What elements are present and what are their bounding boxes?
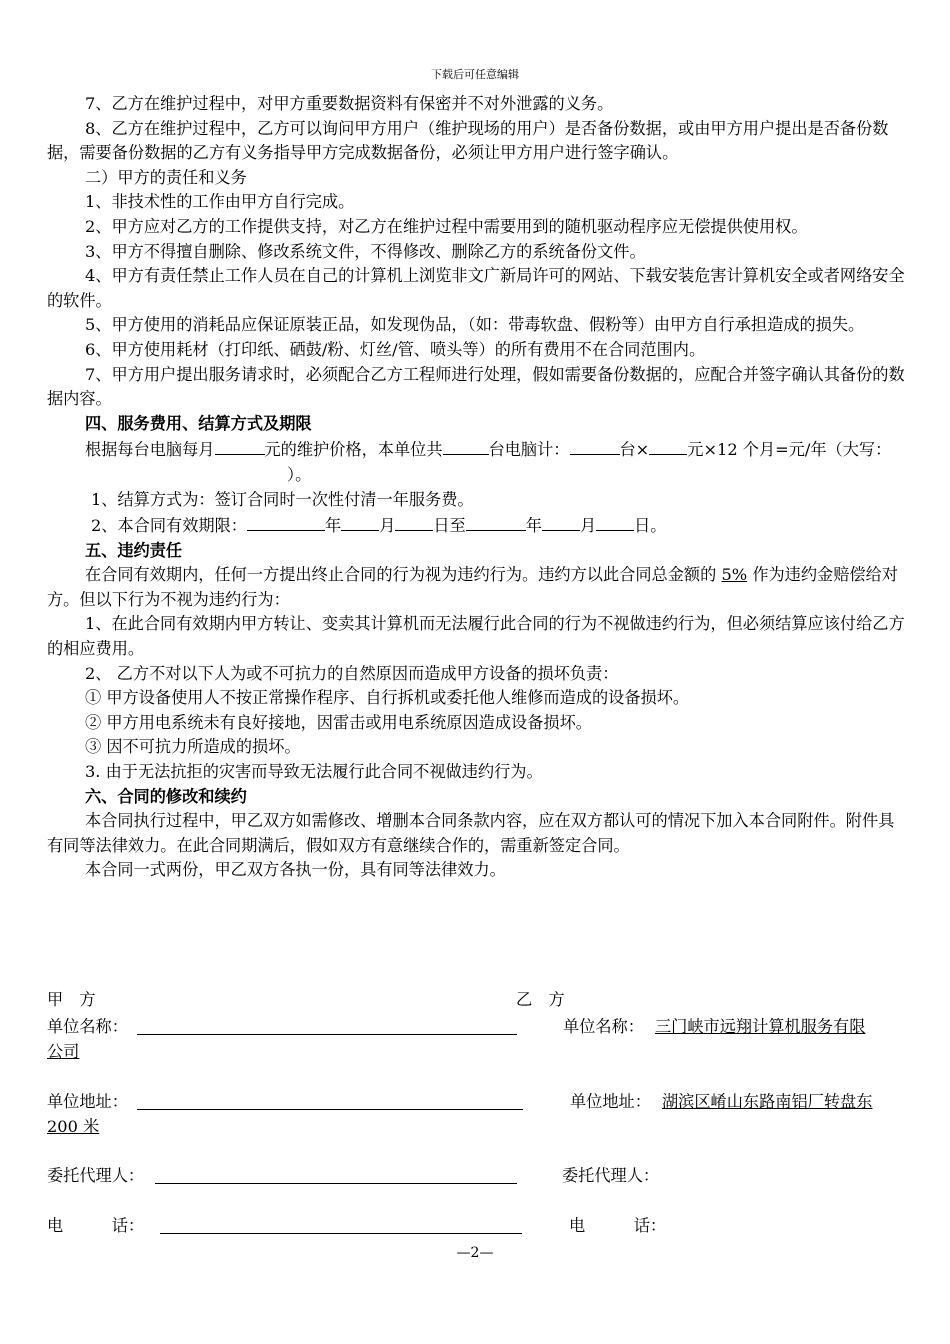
- party-a-address-line[interactable]: [137, 1108, 523, 1110]
- party-b-phone-label: 电 话：: [569, 1216, 667, 1235]
- party-a-address-label: 单位地址：: [47, 1092, 128, 1111]
- party-b-unit-name: 三门峡市远翔计算机服务有限: [655, 1017, 866, 1036]
- fee-clause: 根据每台电脑每月 元的维护价格，本单位共 台电脑计： 台× 元×12 个月=元/年（大写：）。: [47, 436, 907, 487]
- clause-a4: 4、甲方有责任禁止工作人员在自己的计算机上浏览非文广新局许可的网站、下载安装危害计算机安全或者网络安全的软件。: [47, 266, 905, 310]
- breach-exception-2: 2、 乙方不对以下人为或不可抗力的自然原因而造成甲方设备的损坏负责：: [85, 663, 619, 683]
- exception-item-3: ③ 因不可抗力所造成的损坏。: [85, 737, 301, 757]
- exception-item-1: ① 甲方设备使用人不按正常操作程序、自行拆机或委托他人维修而造成的设备损坏。: [85, 688, 690, 708]
- start-month-blank[interactable]: [341, 512, 379, 531]
- fee-monthly-blank[interactable]: [215, 436, 265, 455]
- clause-a3: 3、甲方不得擅自删除、修改系统文件，不得修改、删除乙方的系统备份文件。: [85, 241, 646, 261]
- validity-period: 2、本合同有效期限： 年 月 日至 年 月 日。: [47, 512, 907, 539]
- party-a-agent-line[interactable]: [155, 1182, 517, 1184]
- page-header: 下载后可任意编辑: [431, 68, 519, 81]
- clause-b7: 7、乙方在维护过程中，对甲方重要数据资料有保密并不对外泄露的义务。: [85, 94, 614, 113]
- breach-clause: 在合同有效期内，任何一方提出终止合同的行为视为违约行为。违约方以此合同总金额的 5% 作为违约金赔偿给对方。但以下行为不视为违约行为：: [47, 565, 898, 609]
- clause-a7: 7、甲方用户提出服务请求时，必须配合乙方工程师进行处理，假如需要备份数据的，应配合并签字确认其备份的数据内容。: [47, 364, 905, 409]
- breach-exception-1: 1、在此合同有效期内甲方转让、变卖其计算机而无法履行此合同的行为不视做违约行为，但必须结算应该付给乙方的相应费用。: [47, 614, 905, 659]
- amendment-clause: 本合同执行过程中，甲乙双方如需修改、增删本合同条款内容，应在双方都认可的情况下加入本合同附件。附件具有同等法律效力。在此合同期满后，假如双方有意继续合作的，需重新签定合同。: [47, 811, 895, 855]
- end-year-blank[interactable]: [466, 512, 526, 531]
- exception-item-2: ② 甲方用电系统未有良好接地，因雷击或用电系统原因造成设备损坏。: [85, 712, 592, 732]
- party-b-address-label: 单位地址：: [570, 1092, 651, 1111]
- document-body: [47, 92, 907, 883]
- breach-exception-3: 3. 由于无法抗拒的灾害而导致无法履行此合同不视做违约行为。: [85, 762, 543, 782]
- end-month-blank[interactable]: [542, 512, 580, 531]
- clause-a1: 1、非技术性的工作由甲方自行完成。: [85, 192, 355, 212]
- pc-count-blank-2[interactable]: [570, 436, 620, 455]
- party-b-unit-name-cont: 公司: [47, 1042, 80, 1061]
- party-a-unit-name-line[interactable]: [137, 1033, 517, 1035]
- copies-clause: 本合同一式两份，甲乙双方各执一份，具有同等法律效力。: [85, 860, 506, 880]
- payment-method: 1、结算方式为：签订合同时一次性付清一年服务费。: [91, 489, 474, 509]
- clause-a6: 6、甲方使用耗材（打印纸、硒鼓/粉、灯丝/管、喷头等）的所有费用不在合同范围内。: [85, 339, 706, 359]
- party-a-label: 甲 方: [47, 990, 96, 1009]
- section-title-breach: 五、违约责任: [85, 540, 183, 560]
- page-number: —2—: [456, 1245, 494, 1261]
- party-a-phone-line[interactable]: [160, 1232, 522, 1234]
- section-title-fees: 四、服务费用、结算方式及期限: [85, 413, 312, 433]
- clause-a2: 2、甲方应对乙方的工作提供支持，对乙方在维护过程中需要用到的随机驱动程序应无偿提供使用权。: [85, 216, 808, 236]
- party-a-unit-name-label: 单位名称：: [47, 1017, 128, 1036]
- penalty-percent: 5%: [721, 565, 748, 585]
- pc-count-blank[interactable]: [443, 436, 489, 455]
- unit-price-blank[interactable]: [649, 436, 687, 455]
- end-day-blank[interactable]: [596, 512, 634, 531]
- clause-b8: 8、乙方在维护过程中，乙方可以询问甲方用户（维护现场的用户）是否备份数据，或由甲方用户提出是否备份数据，需要备份数据的乙方有义务指导甲方完成数据备份，必须让甲方用户进行签字确认。: [47, 118, 889, 163]
- start-day-blank[interactable]: [395, 512, 433, 531]
- party-b-unit-name-label: 单位名称：: [563, 1017, 644, 1036]
- clause-a5: 5、甲方使用的消耗品应保证原装正品，如发现伪品，（如：带毒软盘、假粉等）由甲方自行承担造成的损失。: [85, 315, 865, 335]
- party-b-address-cont: 200 米: [47, 1117, 100, 1136]
- section-title-party-a-duties: 二）甲方的责任和义务: [85, 167, 247, 187]
- party-a-phone-label: 电 话：: [47, 1216, 145, 1235]
- party-b-address: 湖滨区崤山东路南铝厂转盘东: [662, 1092, 873, 1111]
- start-year-blank[interactable]: [247, 512, 325, 531]
- party-b-label: 乙 方: [516, 990, 565, 1009]
- section-title-amendment: 六、合同的修改和续约: [85, 786, 247, 806]
- party-b-agent-label: 委托代理人：: [562, 1166, 660, 1185]
- party-a-agent-label: 委托代理人：: [47, 1166, 145, 1185]
